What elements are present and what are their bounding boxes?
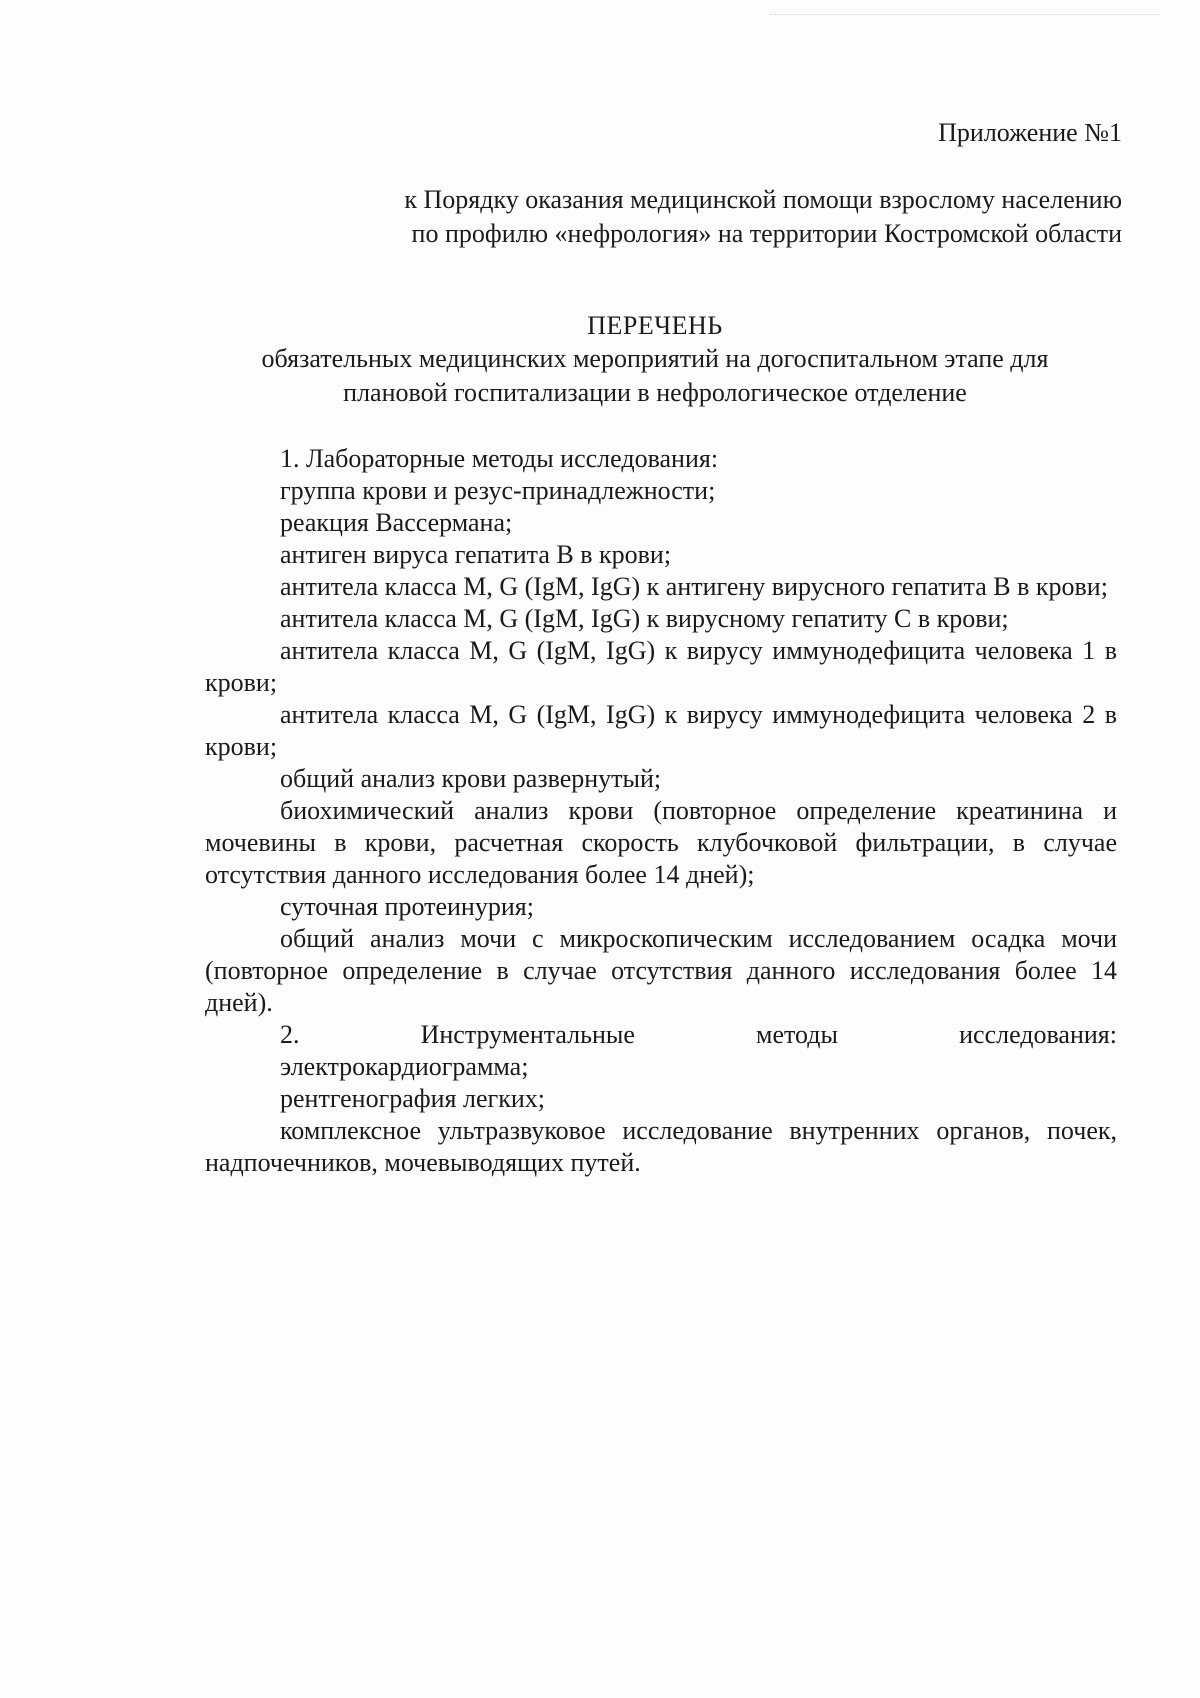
- list-item: суточная протеинурия;: [280, 892, 534, 921]
- list-item: антитела класса M, G (IgM, IgG) к вирусу иммунодефицита человека 1 в крови;: [205, 636, 1117, 697]
- list-item: реакция Вассермана;: [280, 508, 513, 537]
- appendix-reference: [404, 183, 1122, 251]
- list-item: электрокардиограмма;: [280, 1052, 529, 1081]
- document-body: [205, 443, 1117, 1179]
- scan-artifact-line: [770, 14, 1160, 15]
- document-subtitle-line: обязательных медицинских мероприятий на догоспитальном этапе для: [261, 344, 1049, 373]
- list-item: антитела класса M, G (IgM, IgG) к вирусу иммунодефицита человека 2 в крови;: [205, 700, 1117, 761]
- title-block: [220, 310, 1090, 410]
- reference-line: по профилю «нефрология» на территории Костромской области: [411, 219, 1122, 248]
- list-item: антитела класса M, G (IgM, IgG) к антигену вирусного гепатита B в крови;: [280, 572, 1108, 601]
- section-heading-laboratory: 1. Лабораторные методы исследования:: [280, 444, 719, 473]
- document-subtitle-line: плановой госпитализации в нефрологическое отделение: [343, 378, 967, 407]
- list-item: биохимический анализ крови (повторное определение креатинина и мочевины в крови, расчетная скорость клубочковой фильтрации, в случае отсутствия данного исследования более 14 дней);: [205, 796, 1117, 889]
- list-item: общий анализ мочи с микроскопическим исследованием осадка мочи (повторное определение в случае отсутствия данного исследования более 14 дней).: [205, 924, 1117, 1017]
- list-item: комплексное ультразвуковое исследование внутренних органов, почек, надпочечников, мочевыводящих путей.: [205, 1116, 1117, 1177]
- document-title: ПЕРЕЧЕНЬ: [587, 311, 723, 340]
- list-item: антиген вируса гепатита В в крови;: [280, 540, 672, 569]
- list-item: группа крови и резус-принадлежности;: [280, 476, 716, 505]
- list-item: антитела класса M, G (IgM, IgG) к вирусному гепатиту C в крови;: [280, 604, 1009, 633]
- reference-line: к Порядку оказания медицинской помощи взрослому населению: [404, 185, 1122, 214]
- appendix-number: Приложение №1: [938, 118, 1122, 147]
- list-item: общий анализ крови развернутый;: [280, 764, 662, 793]
- section-heading-instrumental: 2. Инструментальные методы исследования:: [280, 1020, 1117, 1049]
- list-item: рентгенография легких;: [280, 1084, 545, 1113]
